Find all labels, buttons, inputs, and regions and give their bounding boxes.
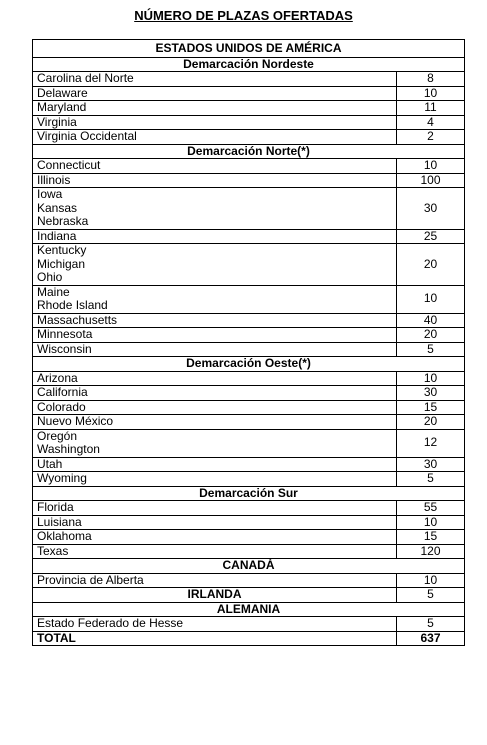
state-cell bbox=[33, 429, 397, 457]
country-heading-usa: ESTADOS UNIDOS DE AMÉRICA bbox=[33, 40, 465, 58]
places-value: 12 bbox=[396, 429, 464, 457]
table-row bbox=[33, 130, 465, 145]
document-title bbox=[0, 8, 487, 24]
places-value: 40 bbox=[396, 313, 464, 328]
state-name: Minnesota bbox=[37, 327, 93, 341]
places-value: 100 bbox=[396, 173, 464, 188]
table-row bbox=[33, 313, 465, 328]
table-row bbox=[33, 342, 465, 357]
document-title-text: NÚMERO DE PLAZAS OFERTADAS bbox=[134, 8, 353, 23]
table-row bbox=[33, 159, 465, 174]
state-cell bbox=[33, 188, 397, 230]
table-row bbox=[33, 501, 465, 516]
table-row bbox=[33, 429, 465, 457]
places-value: 4 bbox=[396, 115, 464, 130]
country-heading-canada-row bbox=[33, 559, 465, 574]
table-row bbox=[33, 617, 465, 632]
places-value: 30 bbox=[396, 386, 464, 401]
places-value: 8 bbox=[396, 72, 464, 87]
places-value: 2 bbox=[396, 130, 464, 145]
state-cell bbox=[33, 573, 397, 588]
state-cell bbox=[33, 400, 397, 415]
state-name: Colorado bbox=[37, 399, 86, 414]
places-value: 55 bbox=[396, 501, 464, 516]
country-heading-canada: CANADÁ bbox=[33, 559, 465, 574]
places-value: 10 bbox=[396, 515, 464, 530]
state-name: Wisconsin bbox=[37, 341, 92, 356]
state-name: Carolina del Norte bbox=[37, 71, 134, 85]
region-heading-row bbox=[33, 144, 465, 159]
region-heading-row bbox=[33, 57, 465, 72]
places-value: 30 bbox=[396, 188, 464, 230]
state-cell bbox=[33, 515, 397, 530]
places-value: 10 bbox=[396, 86, 464, 101]
table-row bbox=[33, 188, 465, 230]
table-row bbox=[33, 472, 465, 487]
table-row bbox=[33, 530, 465, 545]
state-cell bbox=[33, 415, 397, 430]
state-name: Virginia Occidental bbox=[37, 129, 137, 143]
state-cell bbox=[33, 285, 397, 313]
table-row bbox=[33, 515, 465, 530]
state-cell bbox=[33, 229, 397, 244]
places-value: 10 bbox=[396, 285, 464, 313]
state-cell bbox=[33, 472, 397, 487]
state-cell bbox=[33, 501, 397, 516]
places-value: 20 bbox=[396, 244, 464, 286]
places-value: 15 bbox=[396, 530, 464, 545]
state-name: Massachusetts bbox=[37, 312, 118, 327]
state-name: Provincia de Alberta bbox=[37, 572, 144, 587]
state-cell bbox=[33, 72, 397, 87]
table-row bbox=[33, 544, 465, 559]
state-name: Luisiana bbox=[37, 514, 82, 529]
state-name: Maine bbox=[37, 284, 70, 299]
table-row bbox=[33, 371, 465, 386]
places-value: 5 bbox=[396, 472, 464, 487]
state-name: Nebraska bbox=[37, 214, 89, 228]
state-name: Estado Federado de Hesse bbox=[37, 616, 184, 630]
places-value: 11 bbox=[396, 101, 464, 116]
table-row bbox=[33, 457, 465, 472]
places-value: 120 bbox=[396, 544, 464, 559]
state-cell bbox=[33, 342, 397, 357]
state-name: Rhode Island bbox=[37, 298, 108, 312]
country-header-row bbox=[33, 40, 465, 58]
table-row bbox=[33, 115, 465, 130]
state-cell bbox=[33, 173, 397, 188]
state-cell bbox=[33, 244, 397, 286]
table-row bbox=[33, 101, 465, 116]
total-row bbox=[33, 631, 465, 646]
places-value: 10 bbox=[396, 371, 464, 386]
table-row bbox=[33, 386, 465, 401]
table-row bbox=[33, 72, 465, 87]
places-value: 20 bbox=[396, 328, 464, 343]
state-name: Wyoming bbox=[37, 471, 87, 485]
state-cell bbox=[33, 544, 397, 559]
places-value: 5 bbox=[396, 588, 464, 603]
state-name: California bbox=[37, 385, 88, 399]
state-name: Washington bbox=[37, 442, 100, 456]
table-row bbox=[33, 415, 465, 430]
state-name: Iowa bbox=[37, 187, 63, 201]
region-heading-row bbox=[33, 486, 465, 501]
places-value: 10 bbox=[396, 573, 464, 588]
state-name: Oklahoma bbox=[37, 529, 92, 543]
places-value: 25 bbox=[396, 229, 464, 244]
places-value: 5 bbox=[396, 617, 464, 632]
state-cell bbox=[33, 101, 397, 116]
table-row bbox=[33, 244, 465, 286]
state-cell bbox=[33, 328, 397, 343]
region-heading: Demarcación Sur bbox=[33, 486, 465, 501]
state-cell bbox=[33, 130, 397, 145]
country-row-ireland bbox=[33, 588, 465, 603]
state-name: Delaware bbox=[37, 85, 88, 100]
state-cell bbox=[33, 313, 397, 328]
places-value: 10 bbox=[396, 159, 464, 174]
state-cell bbox=[33, 86, 397, 101]
state-cell bbox=[33, 617, 397, 632]
state-name: Michigan bbox=[37, 256, 86, 271]
region-heading: Demarcación Norte(*) bbox=[33, 144, 465, 159]
country-heading-ireland: IRLANDA bbox=[33, 588, 397, 603]
state-cell bbox=[33, 386, 397, 401]
state-name: Connecticut bbox=[37, 158, 101, 172]
state-name: Texas bbox=[37, 543, 69, 558]
region-heading: Demarcación Oeste(*) bbox=[33, 357, 465, 372]
state-name: Virginia bbox=[37, 114, 77, 129]
state-name: Florida bbox=[37, 500, 74, 514]
state-name: Arizona bbox=[37, 370, 78, 385]
places-value: 15 bbox=[396, 400, 464, 415]
state-name: Kansas bbox=[37, 200, 78, 215]
table-row bbox=[33, 229, 465, 244]
plazas-table-body bbox=[33, 40, 465, 646]
places-value: 30 bbox=[396, 457, 464, 472]
state-name: Utah bbox=[37, 456, 63, 471]
state-cell bbox=[33, 530, 397, 545]
table-row bbox=[33, 285, 465, 313]
places-value: 20 bbox=[396, 415, 464, 430]
state-name: Maryland bbox=[37, 100, 87, 114]
country-heading-germany: ALEMANIA bbox=[33, 602, 465, 617]
total-value: 637 bbox=[396, 631, 464, 646]
region-heading: Demarcación Nordeste bbox=[33, 57, 465, 72]
table-row bbox=[33, 86, 465, 101]
region-heading-row bbox=[33, 357, 465, 372]
state-cell bbox=[33, 371, 397, 386]
table-row bbox=[33, 400, 465, 415]
state-name: Indiana bbox=[37, 228, 77, 243]
state-name: Oregón bbox=[37, 428, 78, 443]
places-value: 5 bbox=[396, 342, 464, 357]
plazas-table bbox=[32, 39, 465, 646]
total-label: TOTAL bbox=[33, 631, 397, 646]
country-heading-germany-row bbox=[33, 602, 465, 617]
state-cell bbox=[33, 115, 397, 130]
state-name: Kentucky bbox=[37, 243, 87, 257]
state-cell bbox=[33, 457, 397, 472]
state-cell bbox=[33, 159, 397, 174]
table-row bbox=[33, 573, 465, 588]
table-row bbox=[33, 173, 465, 188]
state-name: Illinois bbox=[37, 172, 71, 187]
state-name: Ohio bbox=[37, 270, 63, 284]
state-name: Nuevo México bbox=[37, 414, 114, 428]
table-row bbox=[33, 328, 465, 343]
